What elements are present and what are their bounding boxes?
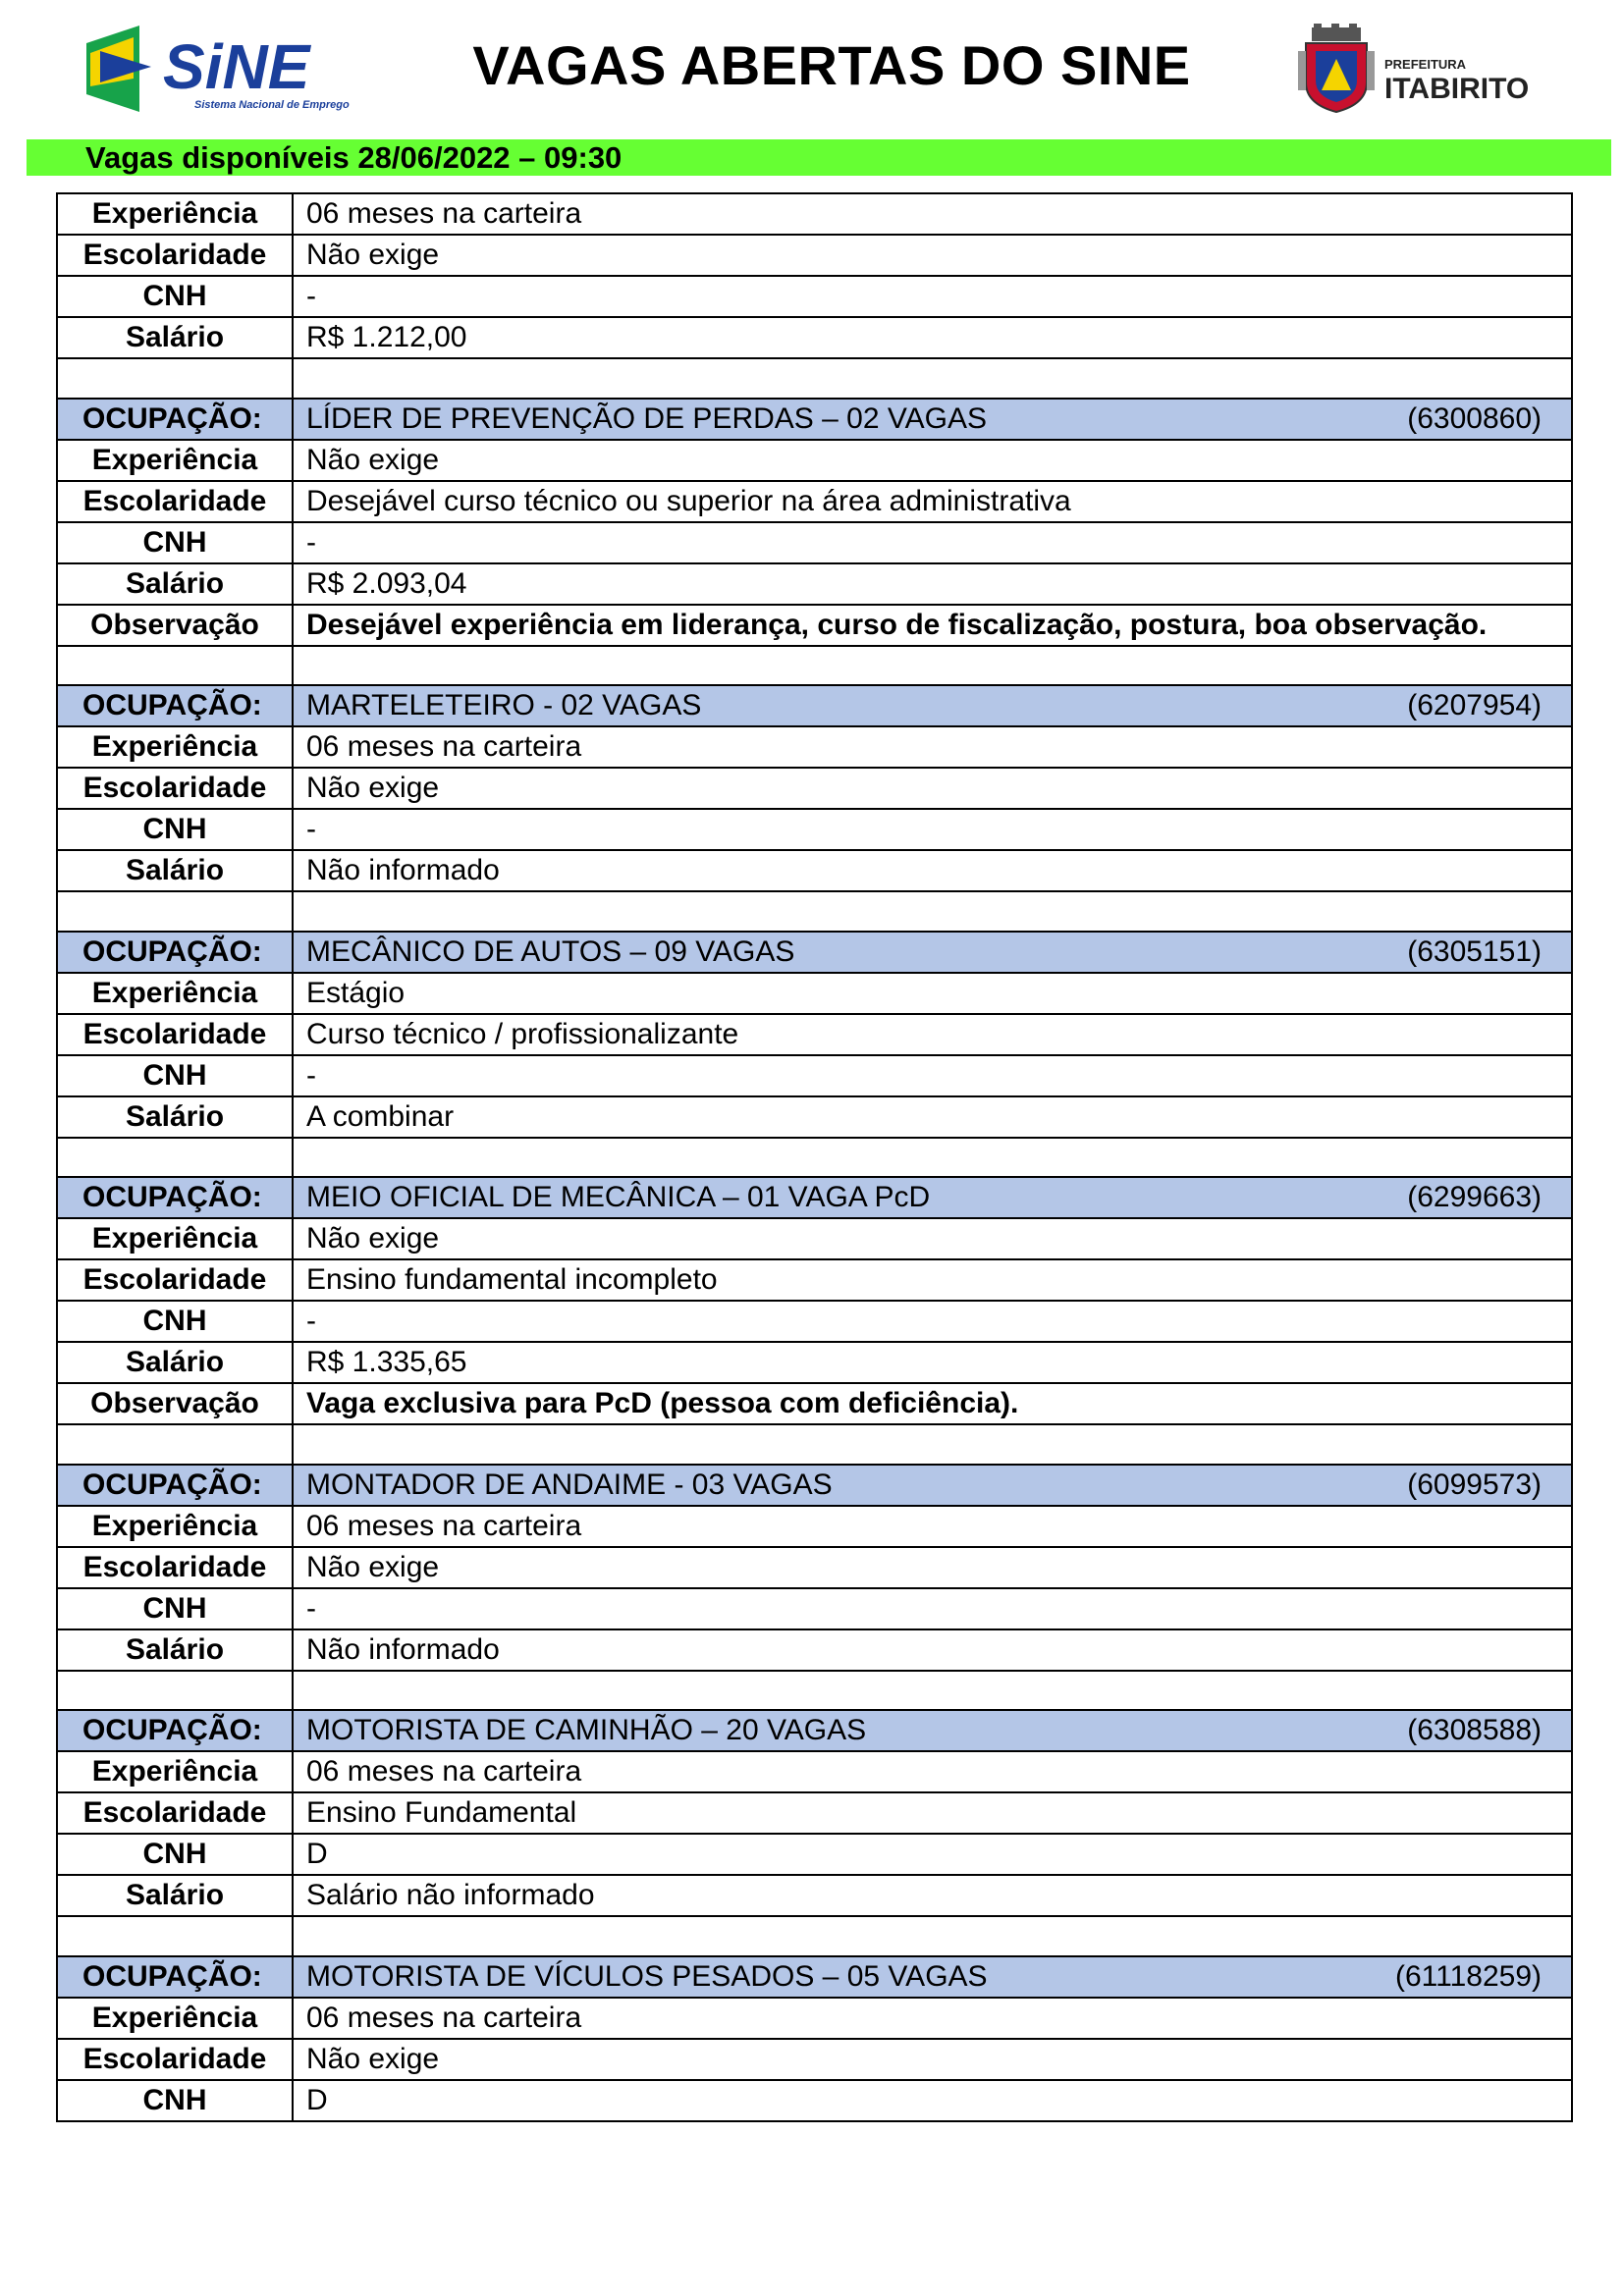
occupation-cell — [293, 932, 1572, 973]
occupation-cell — [293, 1956, 1572, 1998]
field-label: Salário — [57, 1875, 293, 1916]
spacer-cell — [57, 1671, 293, 1711]
occupation-code: (6300860) — [1407, 401, 1542, 435]
occupation-cell — [293, 1710, 1572, 1751]
field-label: CNH — [57, 1301, 293, 1342]
spacer-cell — [57, 646, 293, 686]
field-value: 06 meses na carteira — [293, 1751, 1572, 1792]
occupation-label: OCUPAÇÃO: — [57, 399, 293, 440]
field-label: Escolaridade — [57, 1792, 293, 1834]
spacer-cell — [293, 358, 1572, 399]
field-value: - — [293, 1301, 1572, 1342]
field-label: Experiência — [57, 1998, 293, 2039]
field-label: Experiência — [57, 1218, 293, 1259]
field-row — [57, 1383, 1572, 1424]
prefeitura-logo — [1294, 22, 1540, 116]
field-label: CNH — [57, 1588, 293, 1629]
field-row — [57, 1218, 1572, 1259]
spacer-row — [57, 1424, 1572, 1465]
spacer-cell — [293, 1916, 1572, 1956]
field-row — [57, 726, 1572, 768]
field-value: Desejável curso técnico ou superior na área administrativa — [293, 481, 1572, 522]
occupation-title: MOTORISTA DE VÍCULOS PESADOS – 05 VAGAS — [306, 1959, 988, 1993]
spacer-row — [57, 1671, 1572, 1711]
field-value: D — [293, 1834, 1572, 1875]
field-row — [57, 850, 1572, 891]
field-label: Escolaridade — [57, 481, 293, 522]
occupation-cell — [293, 399, 1572, 440]
field-value: Não exige — [293, 2039, 1572, 2080]
field-value: Não exige — [293, 1218, 1572, 1259]
field-value: - — [293, 522, 1572, 563]
field-value: Ensino fundamental incompleto — [293, 1259, 1572, 1301]
occupation-cell — [293, 1465, 1572, 1506]
field-label: Escolaridade — [57, 1259, 293, 1301]
field-value: R$ 1.335,65 — [293, 1342, 1572, 1383]
occupation-code: (61118259) — [1394, 1959, 1542, 1993]
field-row — [57, 768, 1572, 809]
field-label: CNH — [57, 276, 293, 317]
field-label: Escolaridade — [57, 768, 293, 809]
occupation-title: MARTELETEIRO - 02 VAGAS — [306, 689, 702, 721]
field-value: 06 meses na carteira — [293, 726, 1572, 768]
field-value: 06 meses na carteira — [293, 193, 1572, 235]
field-label: CNH — [57, 1834, 293, 1875]
field-label: Salário — [57, 1096, 293, 1138]
field-row — [57, 522, 1572, 563]
field-row — [57, 2039, 1572, 2080]
field-row — [57, 1998, 1572, 2039]
occupation-row — [57, 932, 1572, 973]
field-value: Não informado — [293, 850, 1572, 891]
occupation-code: (6299663) — [1407, 1181, 1542, 1213]
field-value: Não exige — [293, 440, 1572, 481]
field-row — [57, 1259, 1572, 1301]
field-value: 06 meses na carteira — [293, 1998, 1572, 2039]
field-label: CNH — [57, 809, 293, 850]
occupation-title: MECÂNICO DE AUTOS – 09 VAGAS — [306, 934, 795, 968]
field-row — [57, 1014, 1572, 1055]
occupation-row — [57, 685, 1572, 726]
spacer-row — [57, 646, 1572, 686]
field-row — [57, 1629, 1572, 1671]
field-row — [57, 1834, 1572, 1875]
field-value: - — [293, 276, 1572, 317]
field-row — [57, 1792, 1572, 1834]
job-openings-table — [56, 192, 1573, 2122]
field-value: Não informado — [293, 1629, 1572, 1671]
field-value: Estágio — [293, 973, 1572, 1014]
field-row — [57, 1096, 1572, 1138]
field-label: Escolaridade — [57, 1547, 293, 1588]
field-label: CNH — [57, 1055, 293, 1096]
field-label: Observação — [57, 605, 293, 646]
field-row — [57, 481, 1572, 522]
field-label: Experiência — [57, 193, 293, 235]
field-label: Salário — [57, 1342, 293, 1383]
field-label: Salário — [57, 317, 293, 358]
field-row — [57, 440, 1572, 481]
spacer-cell — [57, 1138, 293, 1178]
occupation-row — [57, 1465, 1572, 1506]
field-label: Escolaridade — [57, 235, 293, 276]
city-name: ITABIRITO — [1384, 73, 1530, 105]
occupation-label: OCUPAÇÃO: — [57, 1465, 293, 1506]
field-label: Experiência — [57, 973, 293, 1014]
spacer-row — [57, 891, 1572, 932]
field-value: Curso técnico / profissionalizante — [293, 1014, 1572, 1055]
occupation-row — [57, 399, 1572, 440]
occupation-cell — [293, 1177, 1572, 1218]
field-row — [57, 605, 1572, 646]
field-label: Salário — [57, 563, 293, 605]
sine-logo-text: SiNE — [163, 31, 310, 102]
spacer-cell — [57, 1424, 293, 1465]
field-row — [57, 809, 1572, 850]
occupation-label: OCUPAÇÃO: — [57, 1177, 293, 1218]
field-row — [57, 235, 1572, 276]
page-title: VAGAS ABERTAS DO SINE — [472, 34, 1191, 96]
field-label: Escolaridade — [57, 2039, 293, 2080]
field-label: CNH — [57, 2080, 293, 2121]
field-value: Salário não informado — [293, 1875, 1572, 1916]
field-value: Vaga exclusiva para PcD (pessoa com deficiência). — [293, 1383, 1572, 1424]
occupation-cell — [293, 685, 1572, 726]
field-row — [57, 1547, 1572, 1588]
field-value: - — [293, 809, 1572, 850]
field-value: R$ 2.093,04 — [293, 563, 1572, 605]
field-row — [57, 1055, 1572, 1096]
spacer-cell — [57, 1916, 293, 1956]
occupation-title: MONTADOR DE ANDAIME - 03 VAGAS — [306, 1468, 833, 1501]
field-label: CNH — [57, 522, 293, 563]
field-row — [57, 276, 1572, 317]
field-value: Não exige — [293, 235, 1572, 276]
prefeitura-label: PREFEITURA — [1384, 57, 1467, 72]
field-row — [57, 1751, 1572, 1792]
field-value: R$ 1.212,00 — [293, 317, 1572, 358]
field-row — [57, 317, 1572, 358]
spacer-cell — [293, 1671, 1572, 1711]
field-value: Desejável experiência em liderança, curso de fiscalização, postura, boa observação. — [293, 605, 1572, 646]
spacer-cell — [57, 891, 293, 932]
spacer-cell — [293, 891, 1572, 932]
field-value: A combinar — [293, 1096, 1572, 1138]
occupation-title: MEIO OFICIAL DE MECÂNICA – 01 VAGA PcD — [306, 1181, 931, 1213]
occupation-label: OCUPAÇÃO: — [57, 932, 293, 973]
spacer-cell — [57, 358, 293, 399]
field-row — [57, 1342, 1572, 1383]
field-row — [57, 1506, 1572, 1547]
field-value: Não exige — [293, 768, 1572, 809]
field-value: - — [293, 1588, 1572, 1629]
occupation-code: (6207954) — [1407, 689, 1542, 721]
field-row — [57, 1301, 1572, 1342]
spacer-row — [57, 358, 1572, 399]
field-label: Experiência — [57, 440, 293, 481]
field-row — [57, 1588, 1572, 1629]
field-label: Salário — [57, 850, 293, 891]
spacer-row — [57, 1916, 1572, 1956]
field-value: - — [293, 1055, 1572, 1096]
field-label: Experiência — [57, 726, 293, 768]
field-row — [57, 563, 1572, 605]
field-value: Não exige — [293, 1547, 1572, 1588]
spacer-cell — [293, 1138, 1572, 1178]
field-row — [57, 973, 1572, 1014]
occupation-label: OCUPAÇÃO: — [57, 1956, 293, 1998]
occupation-row — [57, 1710, 1572, 1751]
occupation-title: LÍDER DE PREVENÇÃO DE PERDAS – 02 VAGAS — [306, 401, 988, 435]
page-header — [0, 0, 1624, 133]
spacer-cell — [293, 646, 1572, 686]
occupation-code: (6099573) — [1407, 1468, 1542, 1501]
field-row — [57, 193, 1572, 235]
field-value: 06 meses na carteira — [293, 1506, 1572, 1547]
occupation-label: OCUPAÇÃO: — [57, 1710, 293, 1751]
field-value: Ensino Fundamental — [293, 1792, 1572, 1834]
occupation-code: (6305151) — [1407, 934, 1542, 968]
field-row — [57, 2080, 1572, 2121]
field-label: Escolaridade — [57, 1014, 293, 1055]
sine-logo-subtitle: Sistema Nacional de Emprego — [194, 99, 350, 111]
spacer-row — [57, 1138, 1572, 1178]
availability-date: Vagas disponíveis 28/06/2022 – 09:30 — [85, 140, 623, 175]
field-label: Salário — [57, 1629, 293, 1671]
spacer-cell — [293, 1424, 1572, 1465]
occupation-row — [57, 1177, 1572, 1218]
coat-of-arms-icon — [1298, 24, 1375, 112]
occupation-code: (6308588) — [1407, 1714, 1542, 1746]
field-row — [57, 1875, 1572, 1916]
field-label: Experiência — [57, 1506, 293, 1547]
occupation-label: OCUPAÇÃO: — [57, 685, 293, 726]
field-value: D — [293, 2080, 1572, 2121]
occupation-row — [57, 1956, 1572, 1998]
occupation-title: MOTORISTA DE CAMINHÃO – 20 VAGAS — [306, 1714, 867, 1746]
availability-banner — [27, 139, 1611, 176]
field-label: Experiência — [57, 1751, 293, 1792]
field-label: Observação — [57, 1383, 293, 1424]
